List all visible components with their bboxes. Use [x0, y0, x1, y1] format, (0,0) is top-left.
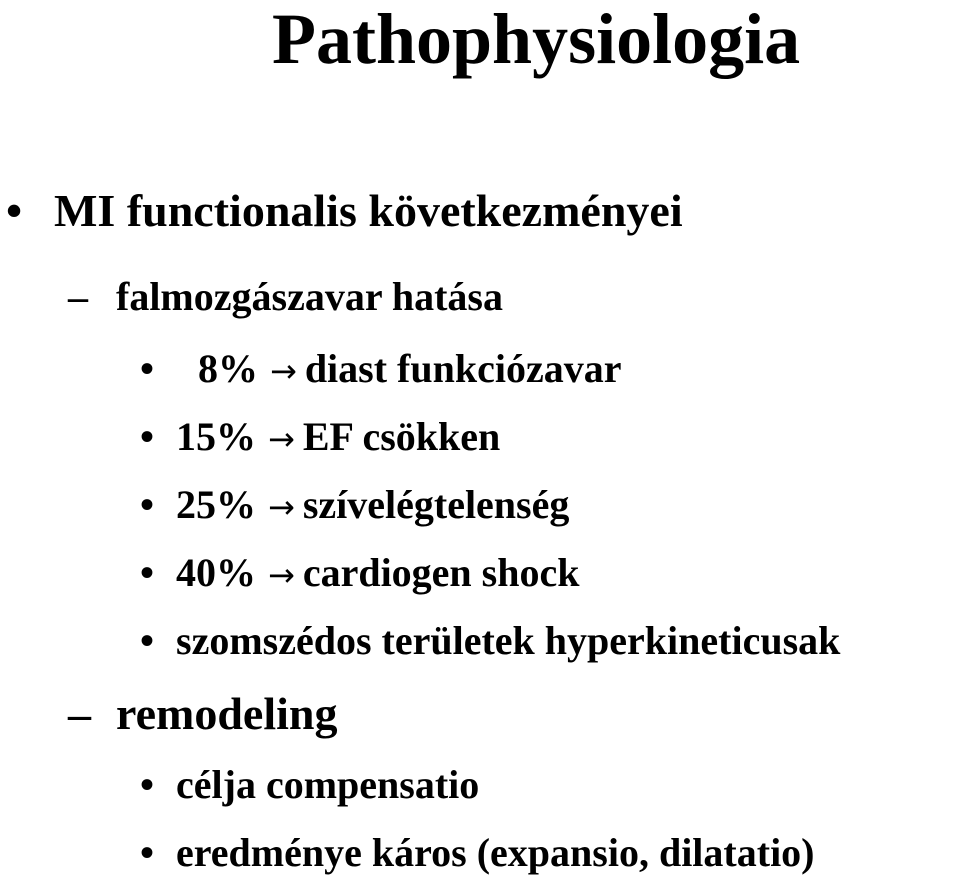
bullet-icon: •: [140, 618, 155, 663]
item-text: diast funkciózavar: [304, 346, 622, 391]
bullet-icon: •: [6, 185, 23, 236]
list-item: [0, 482, 960, 528]
item-text: EF csökken: [302, 414, 501, 459]
item-percent: 15%: [176, 414, 256, 459]
heading-row: [0, 185, 960, 237]
item-text: célja compensatio: [176, 762, 480, 807]
list-item: [0, 618, 960, 664]
bullet-icon: •: [140, 550, 155, 595]
item-text: szívelégtelenség: [302, 482, 570, 527]
bullet-icon: •: [140, 830, 155, 875]
item-text: cardiogen shock: [302, 550, 580, 595]
bullet-icon: •: [140, 346, 155, 391]
bullet-icon: •: [140, 482, 155, 527]
list-item: [0, 762, 960, 808]
section-label: falmozgászavar hatása: [116, 274, 503, 319]
item-percent: 40%: [176, 550, 256, 595]
arrow-icon: →: [270, 352, 297, 390]
bullet-icon: •: [140, 762, 155, 807]
dash-icon: –: [68, 688, 91, 739]
section-label: remodeling: [116, 688, 338, 739]
arrow-icon: →: [268, 556, 295, 594]
item-text: szomszédos területek hyperkineticusak: [176, 618, 841, 663]
slide-title: Pathophysiologia: [272, 0, 801, 79]
list-item: [0, 830, 960, 876]
item-text: eredménye káros (expansio, dilatatio): [176, 830, 815, 875]
item-percent: 25%: [176, 482, 256, 527]
list-item: [0, 414, 960, 460]
arrow-icon: →: [268, 420, 295, 458]
item-percent: 8%: [198, 346, 258, 391]
section-row: [0, 688, 960, 740]
bullet-icon: •: [140, 414, 155, 459]
section-row: [0, 274, 960, 320]
dash-icon: –: [68, 274, 88, 319]
arrow-icon: →: [268, 488, 295, 526]
list-item: [0, 550, 960, 596]
heading-text: MI functionalis következményei: [54, 185, 683, 236]
list-item: [0, 346, 960, 392]
